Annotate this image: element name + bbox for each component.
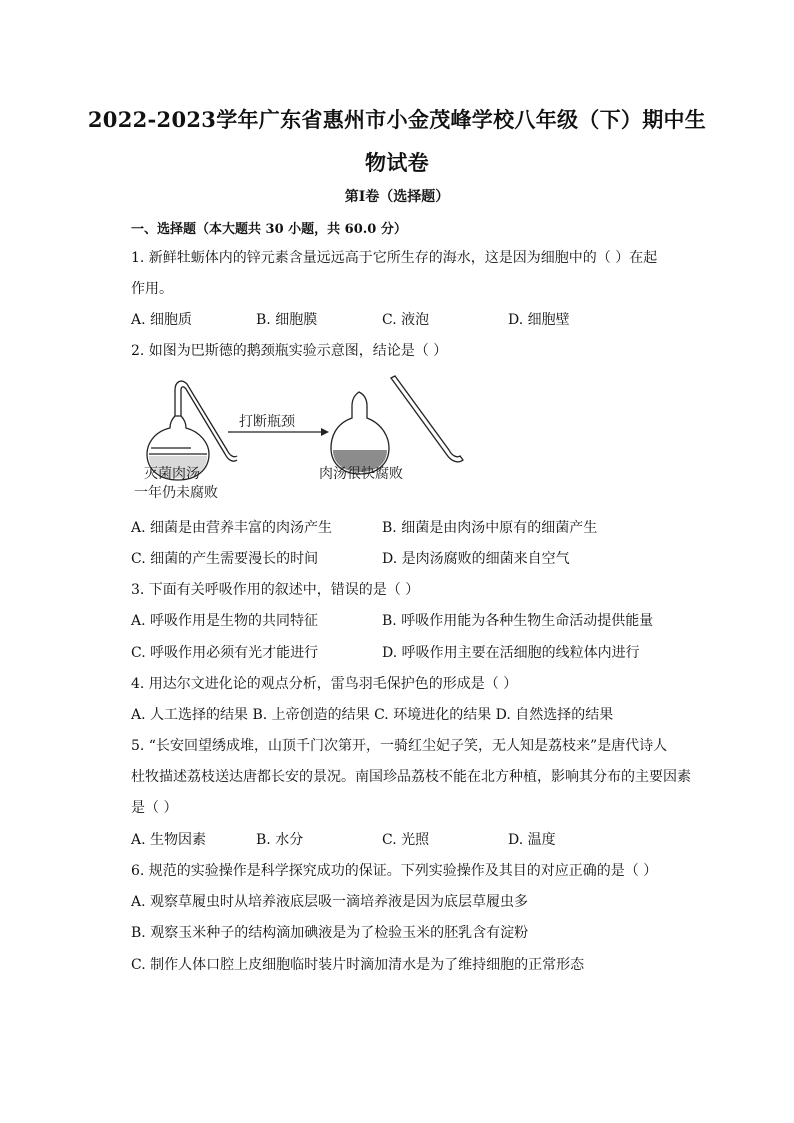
- q3-option-d: D. 呼吸作用主要在活细胞的线粒体内进行: [382, 645, 640, 661]
- q5-option-b: B. 水分: [256, 832, 304, 848]
- swan-neck-flask-figure: [131, 370, 471, 505]
- q5-stem-line1: 5. “长安回望绣成堆，山顶千门次第开，一骑红尘妃子笑，无人知是荔枝来”是唐代诗人: [131, 738, 668, 754]
- left-label-1: 灭菌肉汤: [144, 466, 200, 482]
- q6-option-b: B. 观察玉米种子的结构滴加碘液是为了检验玉米的胚乳含有淀粉: [131, 925, 529, 941]
- q2-option-d: D. 是肉汤腐败的细菌来自空气: [382, 551, 570, 567]
- q3-option-c: C. 呼吸作用必须有光才能进行: [131, 645, 319, 661]
- q3-option-a: A. 呼吸作用是生物的共同特征: [131, 613, 319, 629]
- q2-option-b: B. 细菌是由肉汤中原有的细菌产生: [382, 520, 598, 536]
- q5-option-c: C. 光照: [382, 832, 430, 848]
- q1-option-b: B. 细胞膜: [256, 312, 318, 328]
- q4-options: A. 人工选择的结果 B. 上帝创造的结果 C. 环境进化的结果 D. 自然选择的结果: [131, 707, 614, 723]
- q5-option-a: A. 生物因素: [131, 832, 207, 848]
- q4-stem: 4. 用达尔文进化论的观点分析，雷鸟羽毛保护色的形成是（ ）: [131, 676, 518, 692]
- q1-option-a: A. 细胞质: [131, 312, 193, 328]
- q3-stem: 3. 下面有关呼吸作用的叙述中，错误的是（ ）: [131, 582, 420, 598]
- q2-stem: 2. 如图为巴斯德的鹅颈瓶实验示意图，结论是（ ）: [131, 343, 448, 359]
- q6-option-a: A. 观察草履虫时从培养液底层吸一滴培养液是因为底层草履虫多: [131, 894, 529, 910]
- q2-option-a: A. 细菌是由营养丰富的肉汤产生: [131, 520, 333, 536]
- q1-stem-line1: 1. 新鲜牡蛎体内的锌元素含量远远高于它所生存的海水，这是因为细胞中的（ ）在起: [131, 250, 658, 266]
- q2-option-c: C. 细菌的产生需要漫长的时间: [131, 551, 319, 567]
- right-label: 肉汤很快腐败: [319, 466, 403, 482]
- q1-option-d: D. 细胞壁: [508, 312, 570, 328]
- title-line-2: 物试卷: [365, 150, 429, 175]
- section-heading: 一、选择题（本大题共 30 小题，共 60.0 分）: [131, 222, 407, 237]
- part-title: 第Ⅰ卷（选择题）: [344, 189, 450, 205]
- q1-stem-line2: 作用。: [131, 281, 173, 297]
- broken-neck: [391, 376, 463, 462]
- q6-stem: 6. 规范的实验操作是科学探究成功的保证。下列实验操作及其目的对应正确的是（ ）: [131, 863, 658, 879]
- q5-stem-line2: 杜牧描述荔枝送达唐都长安的景况。南国珍品荔枝不能在北方种植，影响其分布的主要因素: [131, 769, 691, 785]
- left-label-2: 一年仍未腐败: [134, 485, 218, 501]
- q1-option-c: C. 液泡: [382, 312, 430, 328]
- arrow-label: 打断瓶颈: [239, 414, 295, 430]
- q5-stem-line3: 是（ ）: [131, 800, 178, 816]
- q5-option-d: D. 温度: [508, 832, 556, 848]
- arrow-head: [321, 428, 329, 436]
- title-line-1: 2022-2023学年广东省惠州市小金茂峰学校八年级（下）期中生: [87, 107, 707, 132]
- q6-option-c: C. 制作人体口腔上皮细胞临时装片时滴加清水是为了维持细胞的正常形态: [131, 957, 585, 973]
- q3-option-b: B. 呼吸作用能为各种生物生命活动提供能量: [382, 613, 654, 629]
